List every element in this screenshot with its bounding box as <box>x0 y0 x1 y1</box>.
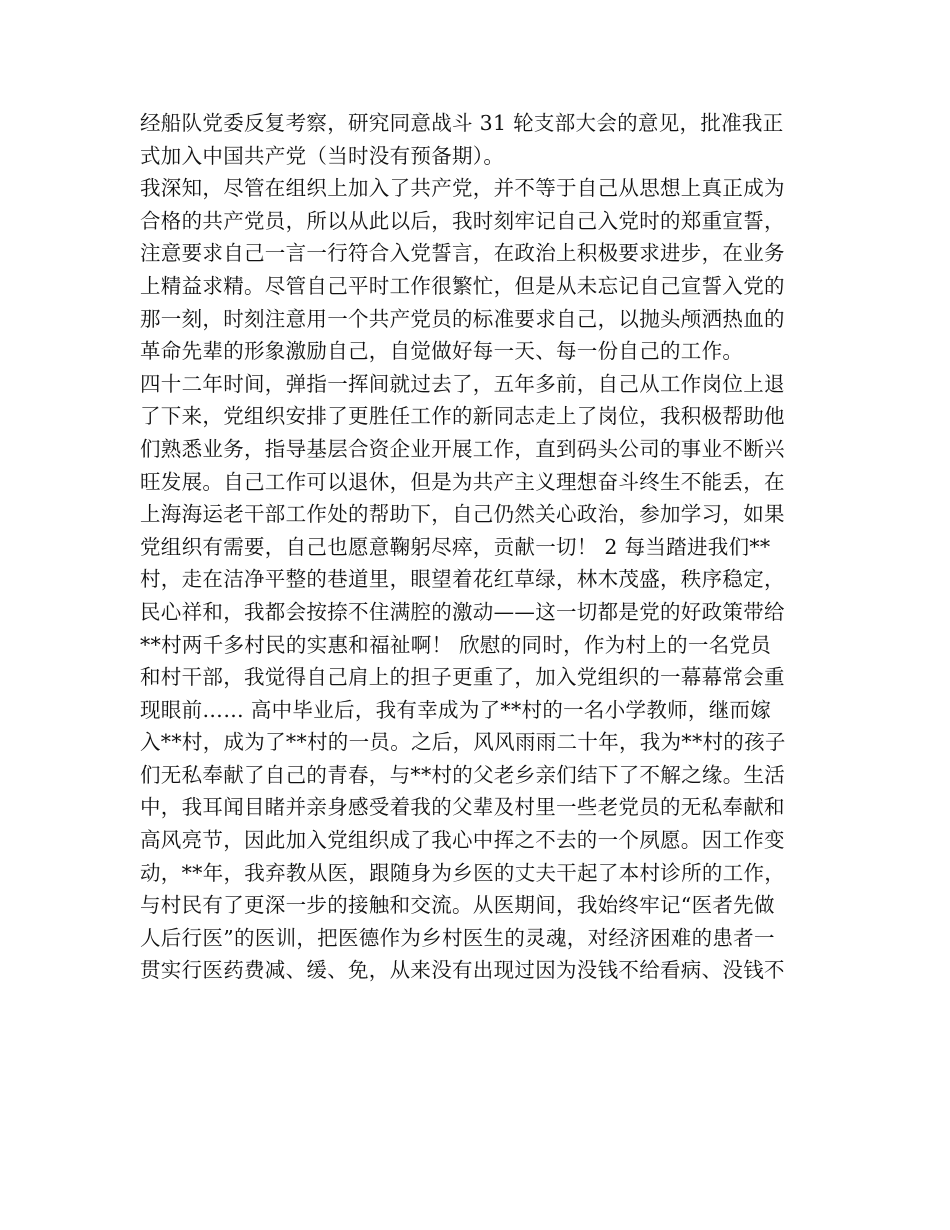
text-line: 党组织有需要，自己也愿意鞠躬尽瘁，贡献一切！ 2 每当踏进我们** <box>140 534 771 559</box>
text-line: 与村民有了更深一步的接触和交流。从医期间，我始终牢记“医者先做 <box>140 893 775 918</box>
text-line: 贯实行医药费减、缓、免，从来没有出现过因为没钱不给看病、没钱不 <box>140 958 785 983</box>
text-line: 上海海运老干部工作处的帮助下，自己仍然关心政治，参加学习，如果 <box>140 502 785 527</box>
text-line: 村，走在洁净平整的巷道里，眼望着花红草绿，林木茂盛，秩序稳定， <box>140 567 785 592</box>
text-line: 动，**年，我弃教从医，跟随身为乡医的丈夫干起了本村诊所的工作， <box>140 860 786 885</box>
text-line: 那一刻，时刻注意用一个共产党员的标准要求自己，以抛头颅洒热血的 <box>140 306 785 331</box>
text-line: 人后行医”的医训，把医德作为乡村医生的灵魂，对经济困难的患者一 <box>140 925 775 950</box>
text-line: 现眼前…… 高中毕业后，我有幸成为了**村的一名小学教师，继而嫁 <box>140 697 772 722</box>
text-line: 中，我耳闻目睹并亲身感受着我的父辈及村里一些老党员的无私奉献和 <box>140 795 785 820</box>
text-line: 经船队党委反复考察，研究同意战斗 31 轮支部大会的意见，批准我正 <box>140 111 784 135</box>
text-line: 我深知，尽管在组织上加入了共产党，并不等于自己从思想上真正成为 <box>140 176 785 201</box>
text-line: 入**村，成为了**村的一员。之后，风风雨雨二十年，我为**村的孩子 <box>140 730 786 755</box>
text-line: 四十二年时间，弹指一挥间就过去了，五年多前，自己从工作岗位上退 <box>140 371 785 396</box>
text-line: 们无私奉献了自己的青春，与**村的父老乡亲们结下了不解之缘。生活 <box>140 762 786 787</box>
text-line: 和村干部，我觉得自己肩上的担子更重了，加入党组织的一幕幕常会重 <box>140 665 785 690</box>
text-line: 旺发展。自己工作可以退休，但是为共产主义理想奋斗终生不能丢，在 <box>140 469 785 494</box>
text-line: 上精益求精。尽管自己平时工作很繁忙，但是从未忘记自己宣誓入党的 <box>140 273 785 298</box>
text-line: 革命先辈的形象激励自己，自觉做好每一天、每一份自己的工作。 <box>140 339 744 364</box>
body-text <box>140 107 820 987</box>
text-line: 民心祥和，我都会按捺不住满腔的激动——这一切都是党的好政策带给 <box>140 599 785 624</box>
text-line: 了下来，党组织安排了更胜任工作的新同志走上了岗位，我积极帮助他 <box>140 404 785 429</box>
text-line: 高风亮节，因此加入党组织成了我心中挥之不去的一个夙愿。因工作变 <box>140 828 785 853</box>
text-line: **村两千多村民的实惠和福祉啊！ 欣慰的同时，作为村上的一名党员 <box>140 632 772 657</box>
text-line: 式加入中国共产党（当时没有预备期）。 <box>140 143 505 168</box>
text-line: 们熟悉业务，指导基层合资企业开展工作，直到码头公司的事业不断兴 <box>140 436 785 461</box>
text-line: 注意要求自己一言一行符合入党誓言，在政治上积极要求进步，在业务 <box>140 241 785 266</box>
text-line: 合格的共产党员，所以从此以后，我时刻牢记自己入党时的郑重宣誓， <box>140 208 785 233</box>
